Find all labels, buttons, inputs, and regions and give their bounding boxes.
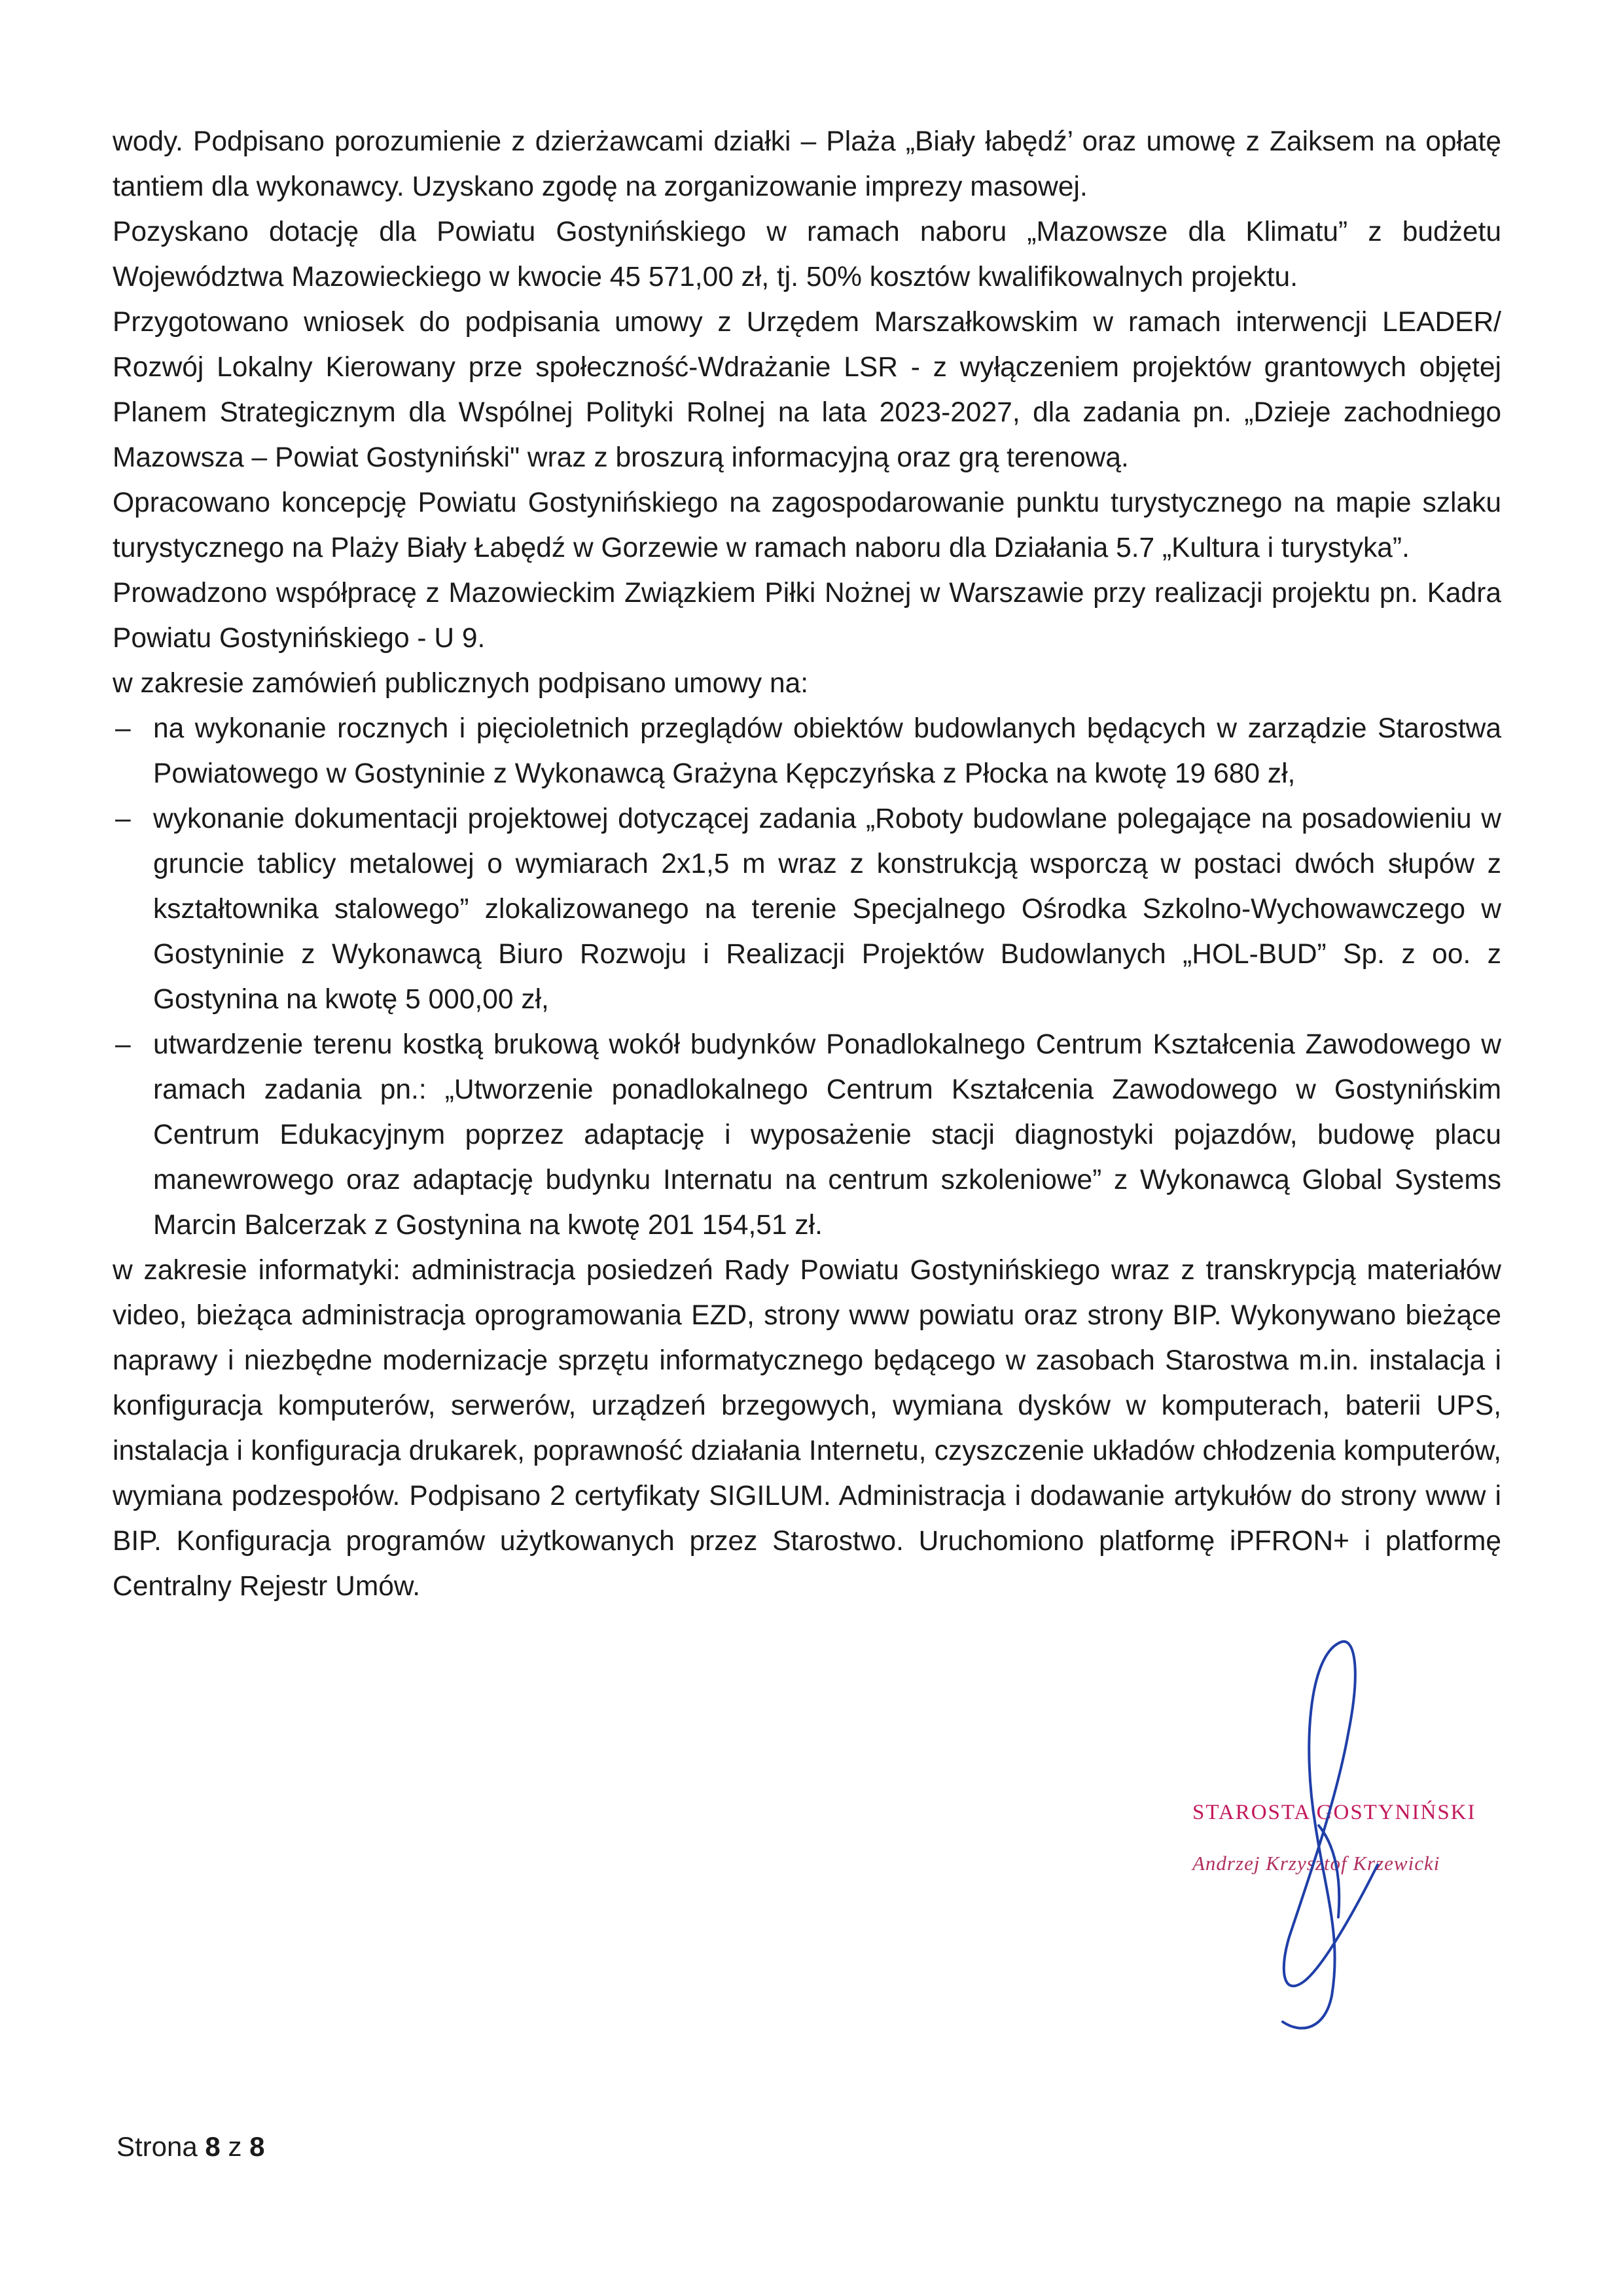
paragraph: Opracowano koncepcję Powiatu Gostynińskiego na zagospodarowanie punktu turystycznego na mapie szlaku turystycznego na Plaży Biały Łabędź w Gorzewie w ramach naboru dla Działania 5.7 „Kultura i turystyka”.	[113, 487, 1501, 563]
footer-sep: z	[228, 2131, 242, 2162]
list-item-text: na wykonanie rocznych i pięcioletnich przeglądów obiektów budowlanych będących w zarządzie Starostwa Powiatowego w Gostyninie z Wykonawcą Grażyna Kępczyńska z Płocka na kwotę 19 680 zł,	[153, 713, 1501, 789]
handwritten-signature	[1263, 1629, 1394, 2048]
paragraph: w zakresie zamówień publicznych podpisano umowy na:	[113, 668, 809, 699]
footer-label: Strona	[116, 2131, 198, 2162]
stamp-title: STAROSTA GOSTYNIŃSKI	[1192, 1801, 1476, 1824]
page-footer	[116, 2131, 264, 2163]
body-text	[113, 119, 1501, 1609]
paragraph: Pozyskano dotację dla Powiatu Gostynińskiego w ramach naboru „Mazowsze dla Klimatu” z budżetu Województwa Mazowieckiego w kwocie 45 571,00 zł, tj. 50% kosztów kwalifikowalnych projektu.	[113, 217, 1501, 292]
list-item	[113, 796, 1501, 1022]
list-item	[113, 706, 1501, 796]
contracts-list	[113, 706, 1501, 1248]
paragraph-it: w zakresie informatyki: administracja posiedzeń Rady Powiatu Gostynińskiego wraz z transkrypcją materiałów video, bieżąca administracja oprogramowania EZD, strony www powiatu oraz strony BIP. Wykonywano bieżące naprawy i niezbędne modernizacje sprzętu informatycznego będącego w zasobach Starostwa m.in. instalacja i konfiguracja komputerów, serwerów, urządzeń brzegowych, wymiana dysków w komputerach, baterii UPS, instalacja i konfiguracja drukarek, poprawność działania Internetu, czyszczenie układów chłodzenia komputerów, wymiana podzespołów. Podpisano 2 certyfikaty SIGILUM. Administracja i dodawanie artykułów do strony www i BIP. Konfiguracja programów użytkowanych przez Starostwo. Uruchomiono platformę iPFRON+ i platformę Centralny Rejestr Umów.	[113, 1255, 1501, 1602]
footer-page: 8	[205, 2131, 221, 2162]
list-item-text: utwardzenie terenu kostką brukową wokół budynków Ponadlokalnego Centrum Kształcenia Zawodowego w ramach zadania pn.: „Utworzenie ponadlokalnego Centrum Kształcenia Zawodowego w Gostynińskim Centrum Edukacyjnym poprzez adaptację i wyposażenie stacji diagnostyki pojazdów, budowę placu manewrowego oraz adaptację budynku Internatu na centrum szkoleniowe” z Wykonawcą Global Systems Marcin Balcerzak z Gostynina na kwotę 201 154,51 zł.	[153, 1029, 1501, 1241]
footer-total: 8	[249, 2131, 265, 2162]
signature-stroke	[1283, 1642, 1378, 2028]
bullet-dash: –	[115, 1029, 131, 1060]
list-item	[113, 1022, 1501, 1248]
list-item-text: wykonanie dokumentacji projektowej dotyczącej zadania „Roboty budowlane polegające na posadowieniu w gruncie tablicy metalowej o wymiarach 2x1,5 m wraz z konstrukcją wsporczą w postaci dwóch słupów z kształtownika stalowego” zlokalizowanego na terenie Specjalnego Ośrodka Szkolno-Wychowawczego w Gostyninie z Wykonawcą Biuro Rozwoju i Realizacji Projektów Budowlanych „HOL-BUD” Sp. z oo. z Gostynina na kwotę 5 000,00 zł,	[153, 804, 1501, 1015]
bullet-dash: –	[115, 713, 131, 744]
stamp-name: Andrzej Krzysztof Krzewicki	[1192, 1852, 1440, 1875]
bullet-dash: –	[115, 804, 131, 834]
paragraph: Prowadzono współpracę z Mazowieckim Związkiem Piłki Nożnej w Warszawie przy realizacji projektu pn. Kadra Powiatu Gostynińskiego - U 9.	[113, 578, 1501, 654]
paragraph: Przygotowano wniosek do podpisania umowy z Urzędem Marszałkowskim w ramach interwencji LEADER/ Rozwój Lokalny Kierowany prze społeczność-Wdrażanie LSR - z wyłączeniem projektów grantowych objętej Planem Strategicznym dla Wspólnej Polityki Rolnej na lata 2023-2027, dla zadania pn. „Dzieje zachodniego Mazowsza – Powiat Gostyniński" wraz z broszurą informacyjną oraz grą terenową.	[113, 307, 1501, 473]
paragraph: wody. Podpisano porozumienie z dzierżawcami działki – Plaża „Biały łabędź’ oraz umowę z Zaiksem na opłatę tantiem dla wykonawcy. Uzyskano zgodę na zorganizowanie imprezy masowej.	[113, 126, 1501, 202]
